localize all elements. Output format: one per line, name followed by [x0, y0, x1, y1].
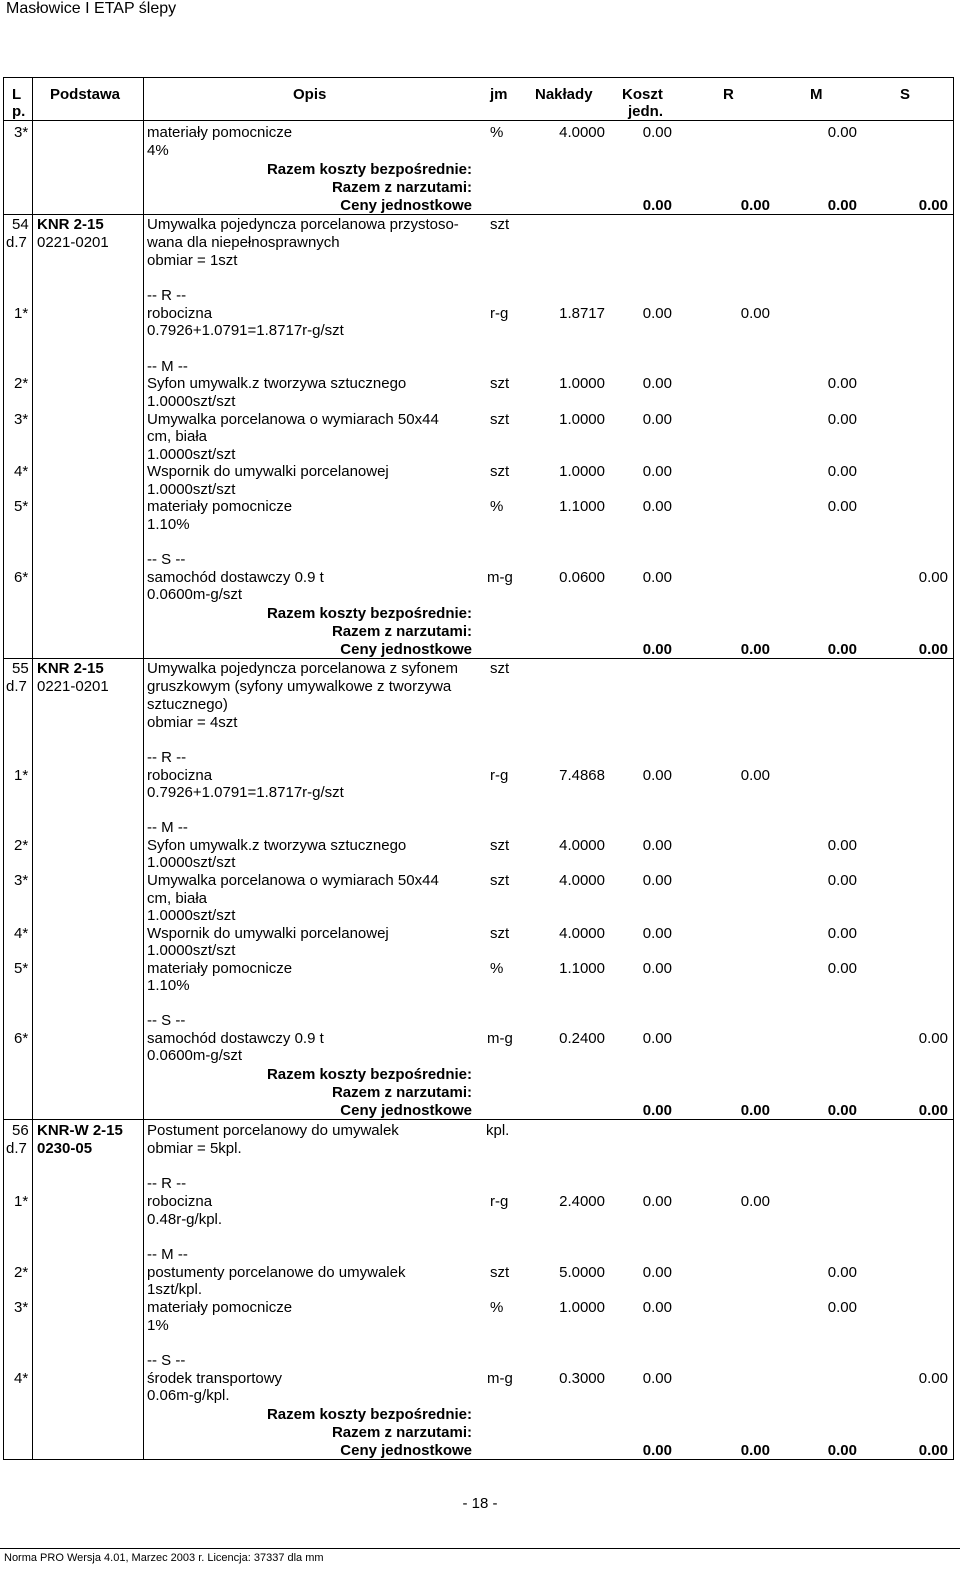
razem-narzutami: Razem z narzutami:	[331, 1424, 472, 1441]
item-obmiar: obmiar = 1szt	[147, 252, 238, 269]
row-naklady: 0.3000	[559, 1370, 605, 1387]
row-jm: szt	[490, 375, 510, 392]
row-desc2: cm, biała	[147, 890, 208, 907]
item-opis: Umywalka pojedyncza porcelanowa przystoso-	[147, 216, 459, 233]
row-lp: 1*	[14, 305, 29, 322]
item-opis: Postument porcelanowy do umywalek	[147, 1122, 399, 1139]
section-m: -- M --	[147, 819, 188, 836]
row-koszt: 0.00	[642, 1030, 672, 1047]
row-lp: 2*	[14, 1264, 29, 1281]
row-desc: Syfon umywalk.z tworzywa sztucznego	[147, 375, 407, 392]
row-desc: Umywalka porcelanowa o wymiarach 50x44	[147, 872, 439, 889]
row-jm: m-g	[487, 1030, 513, 1047]
row-value: 0.00	[827, 960, 857, 977]
header-divider	[3, 120, 954, 121]
row-desc: robocizna	[147, 767, 213, 784]
row-jm: szt	[490, 463, 510, 480]
row-lp: 5*	[14, 960, 29, 977]
row-value: 0.00	[827, 124, 857, 141]
row-sub: 1.0000szt/szt	[147, 393, 236, 410]
razem-bezposrednie: Razem koszty bezpośrednie:	[266, 1066, 472, 1083]
row-koszt: 0.00	[642, 375, 672, 392]
header-koszt: Koszt	[622, 86, 663, 103]
col-divider	[143, 77, 144, 1460]
header-s: S	[900, 86, 911, 103]
row-sub: 0.06m-g/kpl.	[147, 1387, 230, 1404]
item-number: 55	[12, 660, 29, 677]
row-sub: 4%	[147, 142, 169, 159]
row-naklady: 2.4000	[559, 1193, 605, 1210]
section-r: -- R --	[147, 287, 187, 304]
ceny-jednostkowe: Ceny jednostkowe	[340, 641, 472, 658]
row-value: 0.00	[740, 1193, 770, 1210]
item-podstawa: KNR 2-15	[37, 216, 104, 233]
row-jm: m-g	[487, 1370, 513, 1387]
total-s: 0.00	[918, 641, 948, 658]
footer-note: Norma PRO Wersja 4.01, Marzec 2003 r. Licencja: 37337 dla mm	[4, 1552, 324, 1564]
section-s: -- S --	[147, 1012, 186, 1029]
item-d: d.7	[6, 1140, 27, 1157]
row-jm: r-g	[490, 305, 509, 322]
row-sub: 0.0600m-g/szt	[147, 586, 243, 603]
item-opis: Umywalka pojedyncza porcelanowa z syfonem	[147, 660, 458, 677]
total-m: 0.00	[827, 1102, 857, 1119]
row-lp: 2*	[14, 837, 29, 854]
header-lp2: p.	[12, 103, 26, 120]
header-koszt-jedn: jedn.	[628, 103, 664, 120]
row-koszt: 0.00	[642, 1193, 672, 1210]
item-jm: kpl.	[486, 1122, 510, 1139]
item-d: d.7	[6, 678, 27, 695]
row-lp: 4*	[14, 925, 29, 942]
row-desc: materiały pomocnicze	[147, 960, 293, 977]
row-lp: 2*	[14, 375, 29, 392]
row-value: 0.00	[918, 1030, 948, 1047]
row-koszt: 0.00	[642, 960, 672, 977]
header-lp: L	[12, 86, 22, 103]
row-value: 0.00	[827, 837, 857, 854]
razem-narzutami: Razem z narzutami:	[331, 179, 472, 196]
row-lp: 3*	[14, 872, 29, 889]
row-sub: 0.7926+1.0791=1.8717r-g/szt	[147, 784, 344, 801]
item-podstawa-code: 0221-0201	[37, 678, 109, 695]
row-desc: materiały pomocnicze	[147, 1299, 293, 1316]
row-jm: szt	[490, 872, 510, 889]
row-value: 0.00	[827, 1264, 857, 1281]
item-d: d.7	[6, 234, 27, 251]
row-desc: samochód dostawczy 0.9 t	[147, 569, 324, 586]
row-koszt: 0.00	[642, 837, 672, 854]
row-desc: Umywalka porcelanowa o wymiarach 50x44	[147, 411, 439, 428]
row-lp: 1*	[14, 767, 29, 784]
row-naklady: 0.0600	[559, 569, 605, 586]
row-naklady: 4.0000	[559, 872, 605, 889]
row-naklady: 1.8717	[559, 305, 605, 322]
total-m: 0.00	[827, 1442, 857, 1459]
razem-bezposrednie: Razem koszty bezpośrednie:	[266, 605, 472, 622]
row-jm: %	[490, 498, 504, 515]
total-r: 0.00	[740, 197, 770, 214]
row-value: 0.00	[918, 569, 948, 586]
row-desc: robocizna	[147, 305, 213, 322]
header-r: R	[723, 86, 734, 103]
item-obmiar: obmiar = 5kpl.	[147, 1140, 242, 1157]
item-divider	[3, 214, 954, 215]
col-divider	[32, 77, 33, 1460]
razem-narzutami: Razem z narzutami:	[331, 623, 472, 640]
item-divider	[3, 658, 954, 659]
section-r: -- R --	[147, 1175, 187, 1192]
row-naklady: 5.0000	[559, 1264, 605, 1281]
item-opis: gruszkowym (syfony umywalkowe z tworzywa	[147, 678, 452, 695]
table-frame	[3, 77, 954, 1460]
row-koszt: 0.00	[642, 569, 672, 586]
total-koszt: 0.00	[642, 1102, 672, 1119]
section-s: -- S --	[147, 1352, 186, 1369]
row-naklady: 1.0000	[559, 375, 605, 392]
total-koszt: 0.00	[642, 1442, 672, 1459]
footer-divider	[0, 1548, 960, 1549]
total-m: 0.00	[827, 641, 857, 658]
header-naklady: Nakłady	[535, 86, 593, 103]
section-r: -- R --	[147, 749, 187, 766]
item-podstawa: KNR 2-15	[37, 660, 104, 677]
row-jm: szt	[490, 1264, 510, 1281]
row-desc: środek transportowy	[147, 1370, 283, 1387]
row-sub: 1%	[147, 1317, 169, 1334]
page-title: Masłowice I ETAP ślepy	[6, 0, 177, 17]
row-lp: 1*	[14, 1193, 29, 1210]
total-r: 0.00	[740, 641, 770, 658]
row-desc: Wspornik do umywalki porcelanowej	[147, 925, 389, 942]
row-naklady: 1.1000	[559, 498, 605, 515]
header-m: M	[810, 86, 823, 103]
row-sub: 1.10%	[147, 977, 190, 994]
row-value: 0.00	[827, 872, 857, 889]
row-jm: %	[490, 1299, 504, 1316]
total-s: 0.00	[918, 1442, 948, 1459]
row-desc: samochód dostawczy 0.9 t	[147, 1030, 324, 1047]
row-naklady: 0.2400	[559, 1030, 605, 1047]
row-naklady: 1.0000	[559, 463, 605, 480]
row-koszt: 0.00	[642, 1370, 672, 1387]
row-lp: 3*	[14, 411, 29, 428]
row-koszt: 0.00	[642, 498, 672, 515]
row-sub: 0.0600m-g/szt	[147, 1047, 243, 1064]
total-koszt: 0.00	[642, 641, 672, 658]
row-value: 0.00	[827, 375, 857, 392]
total-koszt: 0.00	[642, 197, 672, 214]
row-koszt: 0.00	[642, 463, 672, 480]
row-sub: 1.0000szt/szt	[147, 854, 236, 871]
row-naklady: 1.0000	[559, 411, 605, 428]
row-jm: szt	[490, 837, 510, 854]
item-jm: szt	[490, 216, 510, 233]
item-number: 56	[12, 1122, 29, 1139]
row-jm: r-g	[490, 767, 509, 784]
row-value: 0.00	[740, 767, 770, 784]
row-value: 0.00	[827, 463, 857, 480]
section-m: -- M --	[147, 1246, 188, 1263]
row-sub: 0.7926+1.0791=1.8717r-g/szt	[147, 322, 344, 339]
row-lp: 3*	[14, 124, 29, 141]
row-koszt: 0.00	[642, 124, 672, 141]
row-jm: szt	[490, 411, 510, 428]
item-divider	[3, 1119, 954, 1120]
row-sub: 1.0000szt/szt	[147, 446, 236, 463]
row-desc: Syfon umywalk.z tworzywa sztucznego	[147, 837, 407, 854]
row-lp: 5*	[14, 498, 29, 515]
row-koszt: 0.00	[642, 1264, 672, 1281]
ceny-jednostkowe: Ceny jednostkowe	[340, 1442, 472, 1459]
section-m: -- M --	[147, 358, 188, 375]
item-podstawa: KNR-W 2-15	[37, 1122, 123, 1139]
row-jm: szt	[490, 925, 510, 942]
row-koszt: 0.00	[642, 925, 672, 942]
row-value: 0.00	[827, 498, 857, 515]
row-desc: materiały pomocnicze	[147, 498, 293, 515]
row-sub: 1.0000szt/szt	[147, 907, 236, 924]
row-jm: %	[490, 960, 504, 977]
row-naklady: 4.0000	[559, 837, 605, 854]
total-r: 0.00	[740, 1442, 770, 1459]
item-jm: szt	[490, 660, 510, 677]
row-koszt: 0.00	[642, 767, 672, 784]
total-r: 0.00	[740, 1102, 770, 1119]
row-sub: 1szt/kpl.	[147, 1281, 203, 1298]
row-sub: 1.0000szt/szt	[147, 942, 236, 959]
row-desc2: cm, biała	[147, 428, 208, 445]
row-sub: 1.0000szt/szt	[147, 481, 236, 498]
item-podstawa-code: 0230-05	[37, 1140, 93, 1157]
row-value: 0.00	[918, 1370, 948, 1387]
row-desc: Wspornik do umywalki porcelanowej	[147, 463, 389, 480]
header-jm: jm	[490, 86, 508, 103]
ceny-jednostkowe: Ceny jednostkowe	[340, 197, 472, 214]
row-desc: materiały pomocnicze	[147, 124, 293, 141]
row-lp: 6*	[14, 569, 29, 586]
item-obmiar: obmiar = 4szt	[147, 714, 238, 731]
row-jm: %	[490, 124, 504, 141]
razem-bezposrednie: Razem koszty bezpośrednie:	[266, 161, 472, 178]
total-s: 0.00	[918, 1102, 948, 1119]
total-m: 0.00	[827, 197, 857, 214]
row-naklady: 7.4868	[559, 767, 605, 784]
row-naklady: 1.0000	[559, 1299, 605, 1316]
row-value: 0.00	[740, 305, 770, 322]
page-number: - 18 -	[462, 1495, 498, 1512]
row-jm: r-g	[490, 1193, 509, 1210]
item-podstawa-code: 0221-0201	[37, 234, 109, 251]
row-naklady: 1.1000	[559, 960, 605, 977]
row-naklady: 4.0000	[559, 925, 605, 942]
header-podstawa: Podstawa	[50, 86, 121, 103]
header-opis: Opis	[293, 86, 327, 103]
section-s: -- S --	[147, 551, 186, 568]
row-sub: 1.10%	[147, 516, 190, 533]
row-koszt: 0.00	[642, 305, 672, 322]
row-lp: 4*	[14, 463, 29, 480]
item-number: 54	[12, 216, 29, 233]
razem-narzutami: Razem z narzutami:	[331, 1084, 472, 1101]
item-opis: wana dla niepełnosprawnych	[147, 234, 340, 251]
row-desc: postumenty porcelanowe do umywalek	[147, 1264, 406, 1281]
row-naklady: 4.0000	[559, 124, 605, 141]
total-s: 0.00	[918, 197, 948, 214]
item-opis: sztucznego)	[147, 696, 228, 713]
row-sub: 0.48r-g/kpl.	[147, 1211, 223, 1228]
razem-bezposrednie: Razem koszty bezpośrednie:	[266, 1406, 472, 1423]
row-koszt: 0.00	[642, 1299, 672, 1316]
ceny-jednostkowe: Ceny jednostkowe	[340, 1102, 472, 1119]
row-lp: 3*	[14, 1299, 29, 1316]
row-koszt: 0.00	[642, 872, 672, 889]
row-value: 0.00	[827, 1299, 857, 1316]
row-lp: 6*	[14, 1030, 29, 1047]
row-value: 0.00	[827, 411, 857, 428]
row-koszt: 0.00	[642, 411, 672, 428]
row-lp: 4*	[14, 1370, 29, 1387]
row-jm: m-g	[487, 569, 513, 586]
row-desc: robocizna	[147, 1193, 213, 1210]
row-value: 0.00	[827, 925, 857, 942]
